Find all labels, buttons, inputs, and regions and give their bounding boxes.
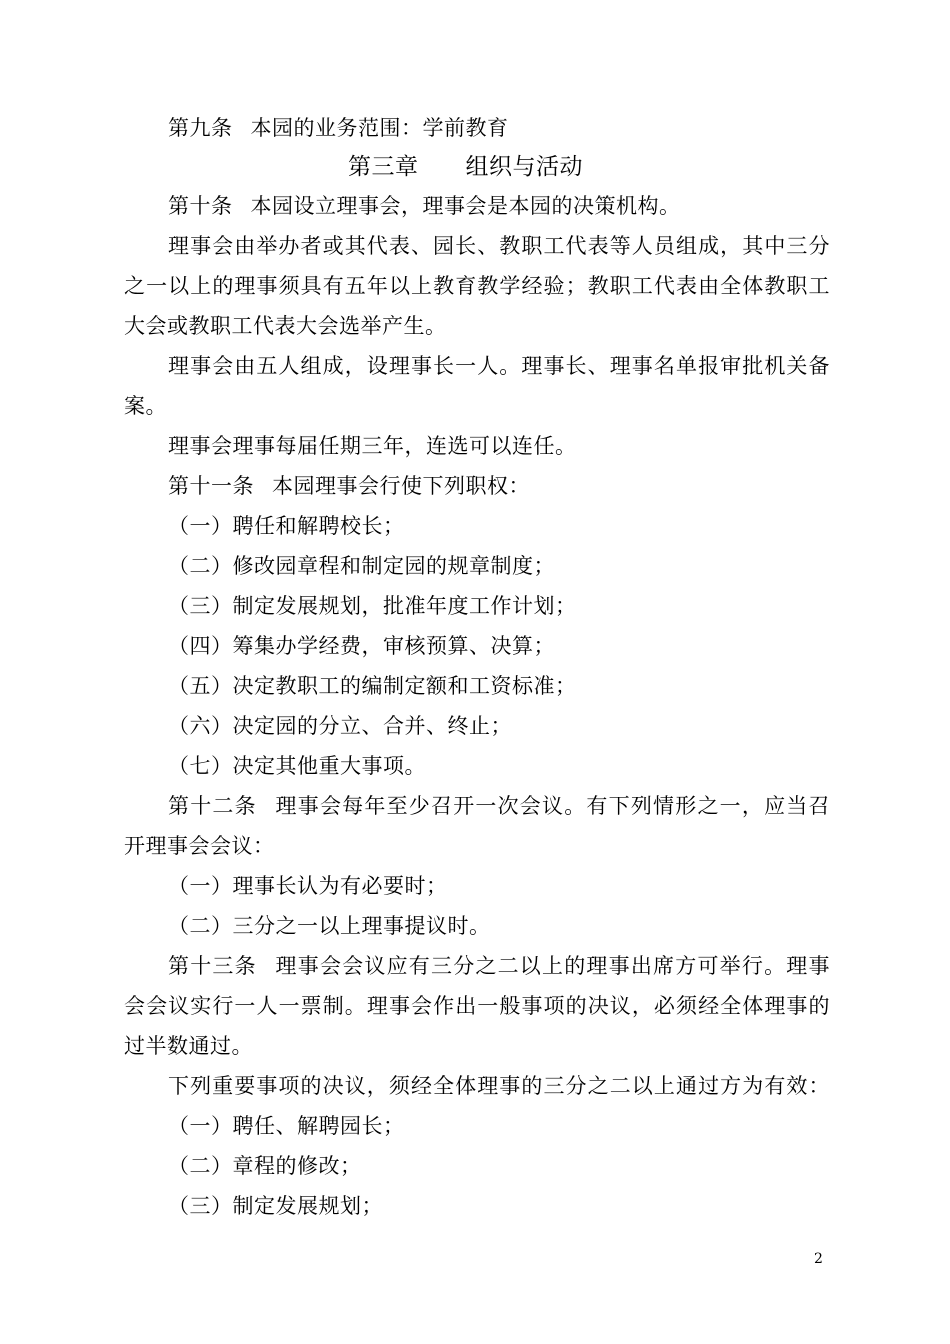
article-text: 本园的业务范围：学前教育 bbox=[250, 116, 509, 140]
list-item: （一）理事长认为有必要时； bbox=[168, 874, 448, 898]
article-number: 第十一条 bbox=[168, 474, 254, 498]
article-text: 本园理事会行使下列职权： bbox=[272, 474, 530, 498]
page-number: 2 bbox=[814, 1251, 823, 1267]
article-12 bbox=[124, 786, 830, 826]
list-item: （二）三分之一以上理事提议时。 bbox=[168, 914, 491, 938]
article-10 bbox=[124, 186, 830, 226]
list-item: （三）制定发展规划，批准年度工作计划； bbox=[168, 594, 577, 618]
list-item: （二）修改园章程和制定园的规章制度； bbox=[168, 554, 555, 578]
article-text: 理事会会议应有三分之二以上的理事出席方可举行。理事 bbox=[274, 954, 830, 978]
list-item: （五）决定教职工的编制定额和工资标准； bbox=[168, 674, 577, 698]
list-item: （二）章程的修改； bbox=[168, 1154, 362, 1178]
paragraph-line: 理事会由举办者或其代表、园长、教职工代表等人员组成，其中三分 bbox=[168, 234, 830, 258]
document-body bbox=[124, 108, 830, 1226]
list-item: （一）聘任、解聘园长； bbox=[168, 1114, 405, 1138]
article-number: 第十二条 bbox=[168, 794, 257, 818]
article-number: 第十三条 bbox=[168, 954, 257, 978]
list-item: （六）决定园的分立、合并、终止； bbox=[168, 714, 512, 738]
article-text: 本园设立理事会，理事会是本园的决策机构。 bbox=[250, 194, 681, 218]
article-number: 第十条 bbox=[168, 194, 233, 218]
paragraph-line: 开理事会会议： bbox=[124, 834, 275, 858]
article-text: 理事会每年至少召开一次会议。有下列情形之一，应当召 bbox=[274, 794, 830, 818]
list-item: （一）聘任和解聘校长； bbox=[168, 514, 405, 538]
article-11 bbox=[124, 466, 830, 506]
list-item: （四）筹集办学经费，审核预算、决算； bbox=[168, 634, 555, 658]
paragraph-line: 之一以上的理事须具有五年以上教育教学经验；教职工代表由全体教职工 bbox=[124, 274, 830, 298]
paragraph-line: 过半数通过。 bbox=[124, 1034, 253, 1058]
paragraph-line: 下列重要事项的决议，须经全体理事的三分之二以上通过方为有效： bbox=[168, 1074, 830, 1098]
article-13 bbox=[124, 946, 830, 986]
article-9 bbox=[124, 108, 830, 148]
paragraph-line: 理事会由五人组成，设理事长一人。理事长、理事名单报审批机关备 bbox=[168, 354, 830, 378]
article-number: 第九条 bbox=[168, 116, 233, 140]
list-item: （七）决定其他重大事项。 bbox=[168, 754, 426, 778]
paragraph-line: 会会议实行一人一票制。理事会作出一般事项的决议，必须经全体理事的 bbox=[124, 994, 830, 1018]
list-item: （三）制定发展规划； bbox=[168, 1194, 383, 1218]
paragraph-line: 案。 bbox=[124, 394, 167, 418]
paragraph-line: 大会或教职工代表大会选举产生。 bbox=[124, 314, 447, 338]
chapter-title: 第三章 组织与活动 bbox=[348, 154, 583, 180]
paragraph-line: 理事会理事每届任期三年，连选可以连任。 bbox=[168, 434, 577, 458]
